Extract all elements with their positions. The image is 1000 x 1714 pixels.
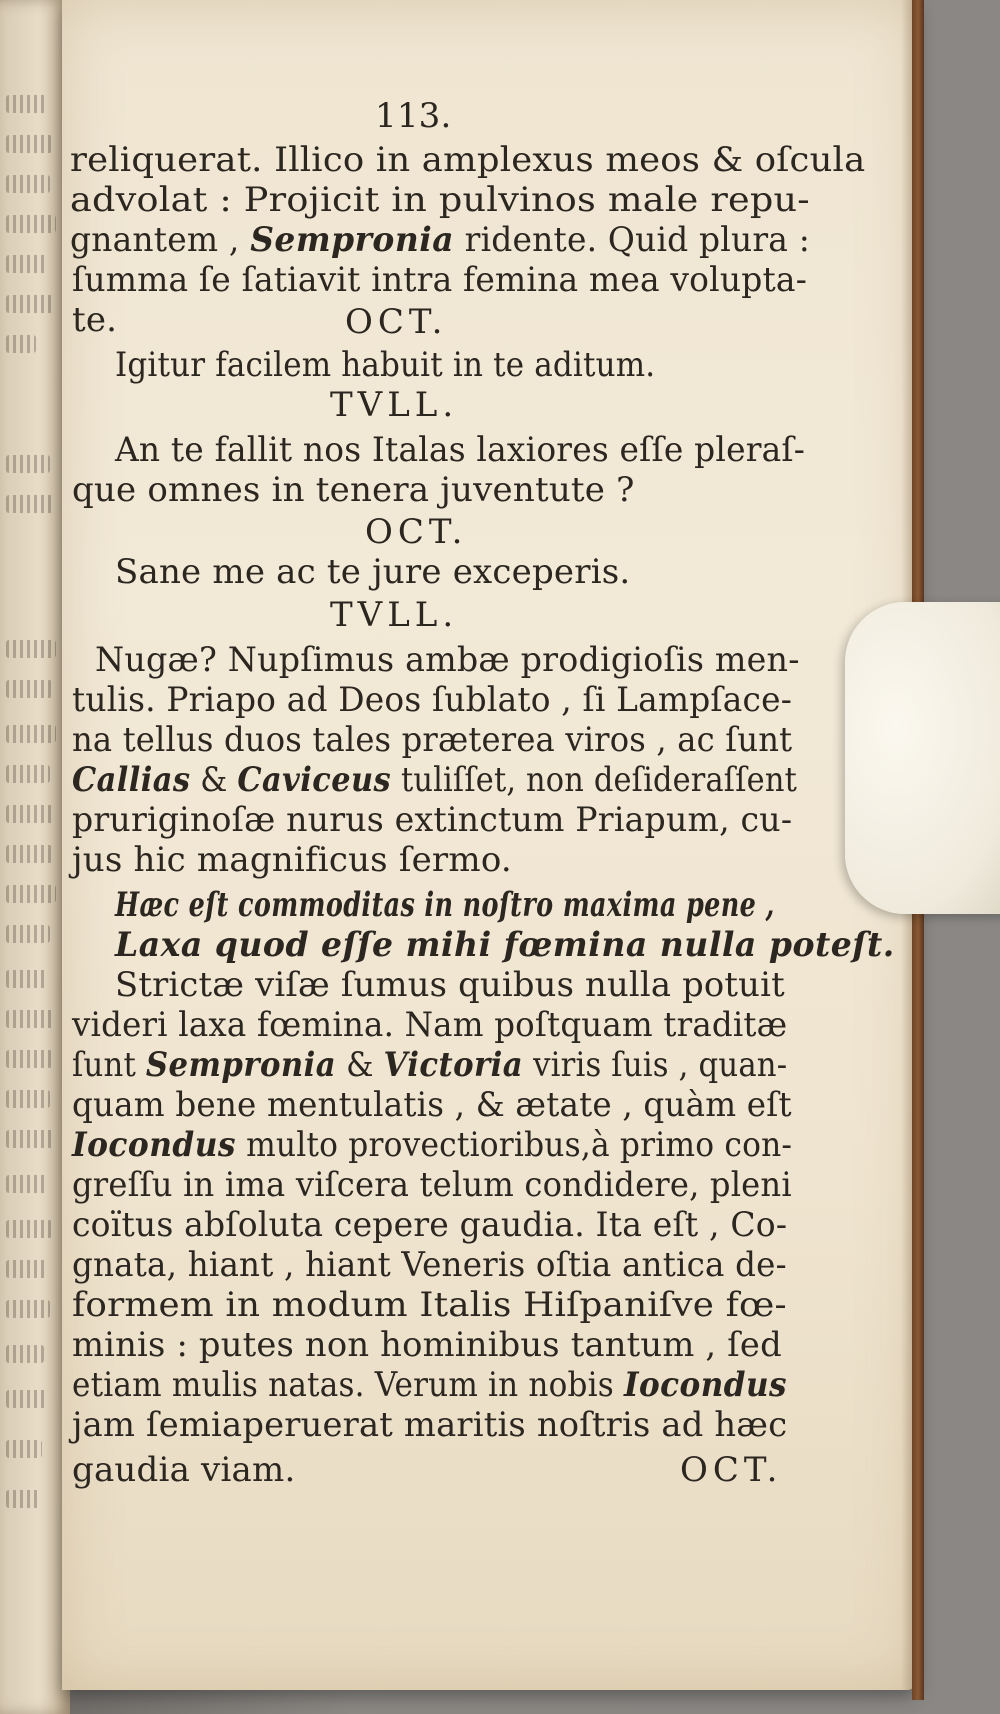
text-segment: jam ſemiaperuerat maritis noſtris ad hæc (72, 1405, 788, 1445)
text-segment: viris ſuis , quan- (523, 1045, 788, 1085)
text-segment: ſunt (72, 1045, 146, 1085)
text-segment: gnantem , (70, 220, 251, 260)
text-segment: pruriginoſæ nurus extinctum Priapum, cu- (72, 800, 793, 840)
text-line (72, 1085, 792, 1125)
text-segment: jus hic magnificus ſermo. (72, 840, 512, 880)
text-segment: OCT. (365, 512, 468, 552)
italic-text: Iocondus (72, 1125, 236, 1165)
text-segment: minis : putes non hominibus tantum , ſed (72, 1325, 782, 1365)
speaker-label (330, 385, 458, 425)
text-line (95, 640, 800, 680)
text-line (70, 140, 865, 180)
text-line (72, 1125, 792, 1165)
text-segment: & (190, 760, 238, 800)
text-line (72, 470, 635, 510)
text-segment: greſſu in ima viſcera telum condidere, pleni (72, 1165, 792, 1205)
text-line (72, 760, 797, 800)
text-segment: multo provectioribus,à primo con- (235, 1125, 793, 1165)
text-segment: TVLL. (330, 385, 459, 425)
text-segment: advolat : Projicit in pulvinos male repu- (70, 180, 810, 220)
italic-text: Callias (72, 760, 191, 800)
text-segment: formem in modum Italis Hiſpaniſve fœ- (72, 1285, 787, 1325)
page-number: 113. (375, 96, 452, 136)
text-segment: videri laxa fœmina. Nam poſtquam traditæ (72, 1005, 788, 1045)
text-line (72, 1205, 787, 1245)
text-line (72, 1045, 787, 1085)
italic-text: Sempronia (145, 1045, 337, 1085)
italic-text: Laxa quod eſſe mihi fœmina nulla poteſt. (115, 925, 895, 965)
text-line (115, 345, 655, 385)
text-segment: tulis. Priapo ad Deos ſublato , ſi Lampſace- (72, 680, 792, 720)
text-line (72, 1285, 787, 1325)
text-line (72, 260, 807, 300)
text-segment: Strictæ viſæ ſumus quibus nulla potuit (115, 965, 785, 1005)
text-segment: Igitur facilem habuit in te aditum. (115, 345, 656, 385)
text-line (72, 1405, 787, 1445)
speaker-label (330, 595, 458, 635)
text-line (72, 1165, 792, 1205)
text-line (72, 1450, 295, 1490)
text-line (72, 680, 792, 720)
text-line (115, 885, 775, 925)
text-segment: etiam mulis natas. Verum in nobis (72, 1365, 624, 1405)
text-segment: gaudia viam. (72, 1450, 296, 1490)
text-segment: tuliſſet, non deſideraſſent (391, 760, 797, 800)
italic-text: Caviceus (237, 760, 392, 800)
text-segment: & (336, 1045, 384, 1085)
text-segment: coïtus abſoluta cepere gaudia. Ita eſt , Co- (72, 1205, 788, 1245)
text-line (72, 1005, 787, 1045)
speaker-label (365, 512, 467, 552)
text-segment: Nugæ? Nupſimus ambæ prodigioſis men- (95, 640, 800, 680)
italic-text: Hæc eſt commoditas in noſtro maxima pene , (115, 885, 775, 925)
text-line (72, 300, 117, 340)
text-line (115, 552, 630, 592)
text-line (72, 1325, 782, 1365)
text-line (70, 220, 810, 260)
speaker-label (680, 1450, 782, 1490)
text-line (115, 965, 785, 1005)
text-segment: quam bene mentulatis , & ætate , quàm eſt (72, 1085, 792, 1125)
italic-text: Victoria (383, 1045, 524, 1085)
text-segment: ſumma ſe ſatiavit intra femina mea volupta- (72, 260, 808, 300)
text-segment: TVLL. (330, 595, 459, 635)
text-segment: ridente. Quid plura : (454, 220, 811, 260)
text-segment: Sane me ac te jure exceperis. (115, 552, 631, 592)
text-segment: na tellus duos tales præterea viros , ac ſunt (72, 720, 793, 760)
text-line (72, 1365, 787, 1405)
text-segment: te. (72, 300, 118, 340)
text-line (72, 800, 792, 840)
text-segment: que omnes in tenera juventute ? (72, 470, 635, 510)
text-line (70, 180, 810, 220)
text-line (115, 925, 895, 965)
text-line (72, 1245, 787, 1285)
italic-text: Sempronia (250, 220, 455, 260)
text-line (72, 720, 792, 760)
text-segment: gnata, hiant , hiant Veneris oſtia antica de- (72, 1245, 787, 1285)
italic-text: Iocondus (623, 1365, 787, 1405)
text-line (115, 430, 805, 470)
text-segment: reliquerat. Illico in amplexus meos & oſcula (70, 140, 866, 180)
text-segment: An te fallit nos Italas laxiores eſſe pleraſ- (115, 430, 806, 470)
speaker-label (345, 302, 447, 342)
text-segment: OCT. (345, 302, 448, 342)
text-segment: OCT. (680, 1450, 783, 1490)
text-line (72, 840, 512, 880)
